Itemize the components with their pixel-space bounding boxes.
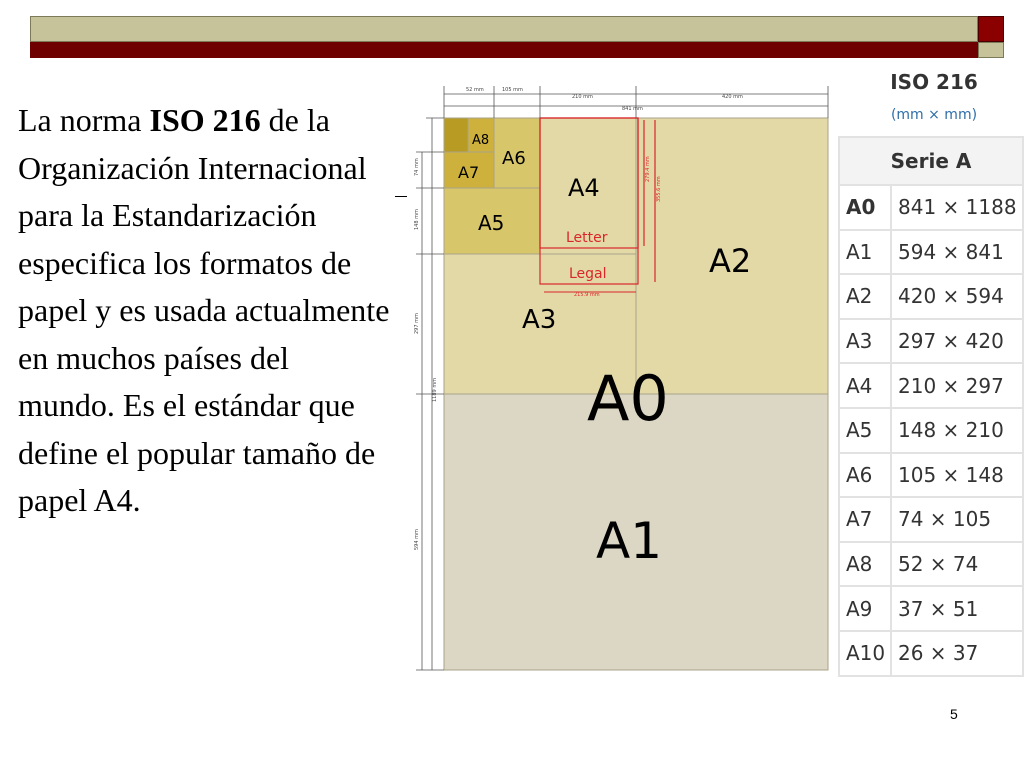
table-header: Serie A	[839, 137, 1023, 185]
us-width-label: 215.9 mm	[574, 292, 600, 298]
a2-label: A2	[709, 242, 752, 280]
top-dimension-labels	[466, 87, 743, 112]
row-dimensions: 420 × 594	[891, 274, 1023, 319]
dim-74: 74 mm	[414, 158, 420, 176]
table-row	[839, 453, 1023, 498]
row-dimensions: 105 × 148	[891, 453, 1023, 498]
row-dimensions: 26 × 37	[891, 631, 1023, 676]
table-row	[839, 363, 1023, 408]
left-dimension-labels	[414, 158, 438, 550]
a5-label: A5	[478, 211, 505, 235]
header-square-red	[978, 16, 1004, 42]
table-row	[839, 408, 1023, 453]
dim-594: 594 mm	[414, 529, 420, 550]
dim-105: 105 mm	[502, 87, 523, 93]
row-code: A3	[839, 319, 891, 364]
a9-block	[444, 118, 468, 152]
row-code: A7	[839, 497, 891, 542]
row-dimensions: 297 × 420	[891, 319, 1023, 364]
table-row	[839, 586, 1023, 631]
body-text-suffix: de la Organización Internacional para la Estandarización especifica los formatos de papel y es usada actualmente en muchos países del mundo. Es el estándar que define el popular tamaño de papel A4.	[18, 102, 390, 518]
row-code: A0	[839, 185, 891, 230]
legal-height-label: 355.6 mm	[656, 176, 662, 202]
a3-label: A3	[522, 305, 557, 335]
page-number: 5	[950, 706, 958, 722]
letter-label: Letter	[566, 230, 608, 246]
dim-1189: 1189 mm	[432, 377, 438, 402]
row-dimensions: 594 × 841	[891, 230, 1023, 275]
row-dimensions: 52 × 74	[891, 542, 1023, 587]
dim-210: 210 mm	[572, 94, 593, 100]
dim-420: 420 mm	[722, 94, 743, 100]
slide-body-text	[18, 97, 390, 525]
table-row	[839, 497, 1023, 542]
table-row	[839, 230, 1023, 275]
header-bar-olive	[30, 16, 978, 42]
dim-297: 297 mm	[414, 313, 420, 334]
table-row	[839, 542, 1023, 587]
row-code: A2	[839, 274, 891, 319]
row-code: A4	[839, 363, 891, 408]
row-dimensions: 74 × 105	[891, 497, 1023, 542]
dim-148: 148 mm	[414, 209, 420, 230]
a4-label: A4	[568, 174, 600, 202]
body-text-prefix: La norma	[18, 102, 150, 138]
row-code: A10	[839, 631, 891, 676]
iso-216-table	[838, 136, 1024, 677]
table-row	[839, 319, 1023, 364]
row-dimensions: 148 × 210	[891, 408, 1023, 453]
row-code: A6	[839, 453, 891, 498]
table-row	[839, 185, 1023, 230]
letter-height-label: 279.4 mm	[645, 156, 651, 182]
iso-table-title: ISO 216	[890, 70, 978, 94]
header-bar-red	[30, 42, 978, 58]
a1-label: A1	[596, 512, 663, 570]
row-dimensions: 841 × 1188	[891, 185, 1023, 230]
a8-label: A8	[472, 133, 490, 148]
table-row	[839, 274, 1023, 319]
legal-label: Legal	[569, 266, 607, 282]
row-dimensions: 37 × 51	[891, 586, 1023, 631]
row-code: A5	[839, 408, 891, 453]
a7-label: A7	[458, 163, 480, 182]
row-dimensions: 210 × 297	[891, 363, 1023, 408]
row-code: A8	[839, 542, 891, 587]
a0-label: A0	[587, 362, 669, 435]
iso-216-emphasis: ISO 216	[149, 102, 261, 138]
row-code: A9	[839, 586, 891, 631]
a6-label: A6	[502, 148, 526, 169]
iso-table-units: (mm × mm)	[890, 107, 978, 123]
header-square-olive	[978, 42, 1004, 58]
table-row	[839, 631, 1023, 676]
dim-52: 52 mm	[466, 87, 484, 93]
paper-size-diagram	[404, 72, 834, 678]
row-code: A1	[839, 230, 891, 275]
dim-841: 841 mm	[622, 106, 643, 112]
